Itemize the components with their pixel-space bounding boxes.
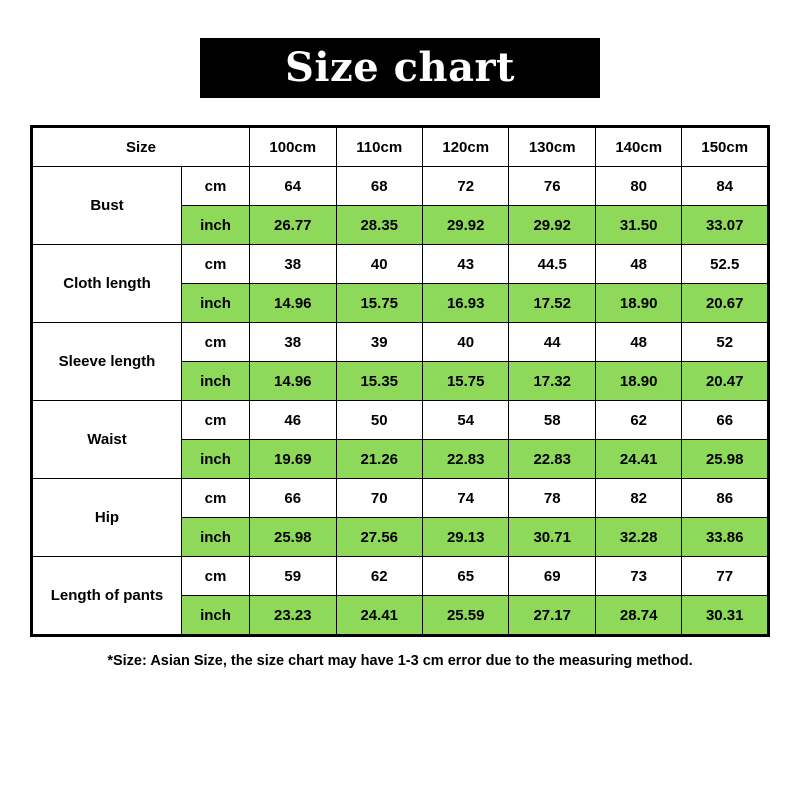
cell-sleeve-length-cm-150cm: 52 [682,323,769,362]
table-row [32,557,769,596]
cell-length-of-pants-inch-130cm: 27.17 [509,596,595,636]
cell-sleeve-length-cm-130cm: 44 [509,323,595,362]
cell-waist-cm-140cm: 62 [595,401,681,440]
table-row [32,167,769,206]
header-size-150cm: 150cm [682,127,769,167]
cell-waist-inch-140cm: 24.41 [595,440,681,479]
unit-cell-cm: cm [182,167,250,206]
cell-hip-cm-100cm: 66 [250,479,336,518]
title-band [200,38,600,98]
cell-sleeve-length-inch-120cm: 15.75 [422,362,508,401]
row-label-waist: Waist [32,401,182,479]
cell-cloth-length-inch-120cm: 16.93 [422,284,508,323]
cell-length-of-pants-inch-100cm: 23.23 [250,596,336,636]
cell-hip-inch-110cm: 27.56 [336,518,422,557]
cell-waist-cm-130cm: 58 [509,401,595,440]
header-size-100cm: 100cm [250,127,336,167]
cell-bust-inch-130cm: 29.92 [509,206,595,245]
cell-cloth-length-inch-130cm: 17.52 [509,284,595,323]
cell-bust-cm-140cm: 80 [595,167,681,206]
cell-waist-inch-100cm: 19.69 [250,440,336,479]
cell-sleeve-length-inch-150cm: 20.47 [682,362,769,401]
row-label-bust: Bust [32,167,182,245]
cell-bust-inch-120cm: 29.92 [422,206,508,245]
unit-cell-inch: inch [182,596,250,636]
row-label-sleeve-length: Sleeve length [32,323,182,401]
cell-cloth-length-inch-110cm: 15.75 [336,284,422,323]
table-row [32,479,769,518]
header-size-120cm: 120cm [422,127,508,167]
cell-sleeve-length-inch-140cm: 18.90 [595,362,681,401]
cell-length-of-pants-inch-110cm: 24.41 [336,596,422,636]
cell-hip-cm-130cm: 78 [509,479,595,518]
cell-length-of-pants-cm-130cm: 69 [509,557,595,596]
cell-cloth-length-inch-150cm: 20.67 [682,284,769,323]
cell-bust-inch-150cm: 33.07 [682,206,769,245]
cell-sleeve-length-cm-140cm: 48 [595,323,681,362]
cell-hip-inch-140cm: 32.28 [595,518,681,557]
header-size-110cm: 110cm [336,127,422,167]
row-label-cloth-length: Cloth length [32,245,182,323]
unit-cell-cm: cm [182,401,250,440]
page-title: Size chart [284,44,516,91]
header-size-label: Size [32,127,250,167]
cell-sleeve-length-cm-100cm: 38 [250,323,336,362]
cell-waist-cm-110cm: 50 [336,401,422,440]
unit-cell-cm: cm [182,479,250,518]
size-note: *Size: Asian Size, the size chart may have 1-3 cm error due to the measuring method. [107,653,693,669]
cell-bust-inch-140cm: 31.50 [595,206,681,245]
cell-waist-inch-150cm: 25.98 [682,440,769,479]
cell-length-of-pants-cm-140cm: 73 [595,557,681,596]
row-label-hip: Hip [32,479,182,557]
unit-cell-inch: inch [182,362,250,401]
unit-cell-cm: cm [182,323,250,362]
table-row [32,245,769,284]
header-size-130cm: 130cm [509,127,595,167]
cell-cloth-length-inch-140cm: 18.90 [595,284,681,323]
cell-sleeve-length-inch-130cm: 17.32 [509,362,595,401]
table-row [32,401,769,440]
cell-hip-inch-120cm: 29.13 [422,518,508,557]
size-chart-table [30,125,770,637]
cell-hip-inch-150cm: 33.86 [682,518,769,557]
unit-cell-inch: inch [182,440,250,479]
cell-bust-cm-110cm: 68 [336,167,422,206]
cell-cloth-length-cm-120cm: 43 [422,245,508,284]
cell-hip-inch-100cm: 25.98 [250,518,336,557]
cell-length-of-pants-cm-120cm: 65 [422,557,508,596]
table-row [32,323,769,362]
cell-cloth-length-cm-150cm: 52.5 [682,245,769,284]
cell-sleeve-length-inch-100cm: 14.96 [250,362,336,401]
cell-hip-cm-150cm: 86 [682,479,769,518]
cell-cloth-length-cm-100cm: 38 [250,245,336,284]
cell-hip-cm-120cm: 74 [422,479,508,518]
unit-cell-cm: cm [182,245,250,284]
cell-waist-cm-120cm: 54 [422,401,508,440]
cell-sleeve-length-inch-110cm: 15.35 [336,362,422,401]
header-size-140cm: 140cm [595,127,681,167]
cell-cloth-length-cm-140cm: 48 [595,245,681,284]
cell-sleeve-length-cm-110cm: 39 [336,323,422,362]
cell-waist-inch-110cm: 21.26 [336,440,422,479]
cell-bust-cm-150cm: 84 [682,167,769,206]
cell-length-of-pants-inch-150cm: 30.31 [682,596,769,636]
cell-waist-cm-100cm: 46 [250,401,336,440]
cell-hip-cm-110cm: 70 [336,479,422,518]
cell-hip-inch-130cm: 30.71 [509,518,595,557]
cell-cloth-length-cm-110cm: 40 [336,245,422,284]
row-label-length-of-pants: Length of pants [32,557,182,636]
cell-waist-cm-150cm: 66 [682,401,769,440]
cell-cloth-length-inch-100cm: 14.96 [250,284,336,323]
table-header-row [32,127,769,167]
cell-bust-cm-130cm: 76 [509,167,595,206]
unit-cell-inch: inch [182,284,250,323]
cell-length-of-pants-cm-100cm: 59 [250,557,336,596]
unit-cell-inch: inch [182,206,250,245]
cell-length-of-pants-inch-140cm: 28.74 [595,596,681,636]
cell-length-of-pants-inch-120cm: 25.59 [422,596,508,636]
cell-bust-inch-100cm: 26.77 [250,206,336,245]
cell-waist-inch-120cm: 22.83 [422,440,508,479]
cell-waist-inch-130cm: 22.83 [509,440,595,479]
cell-bust-cm-120cm: 72 [422,167,508,206]
cell-length-of-pants-cm-110cm: 62 [336,557,422,596]
cell-bust-inch-110cm: 28.35 [336,206,422,245]
size-chart-table-wrapper [30,125,770,637]
cell-hip-cm-140cm: 82 [595,479,681,518]
cell-bust-cm-100cm: 64 [250,167,336,206]
unit-cell-inch: inch [182,518,250,557]
cell-length-of-pants-cm-150cm: 77 [682,557,769,596]
cell-cloth-length-cm-130cm: 44.5 [509,245,595,284]
cell-sleeve-length-cm-120cm: 40 [422,323,508,362]
unit-cell-cm: cm [182,557,250,596]
